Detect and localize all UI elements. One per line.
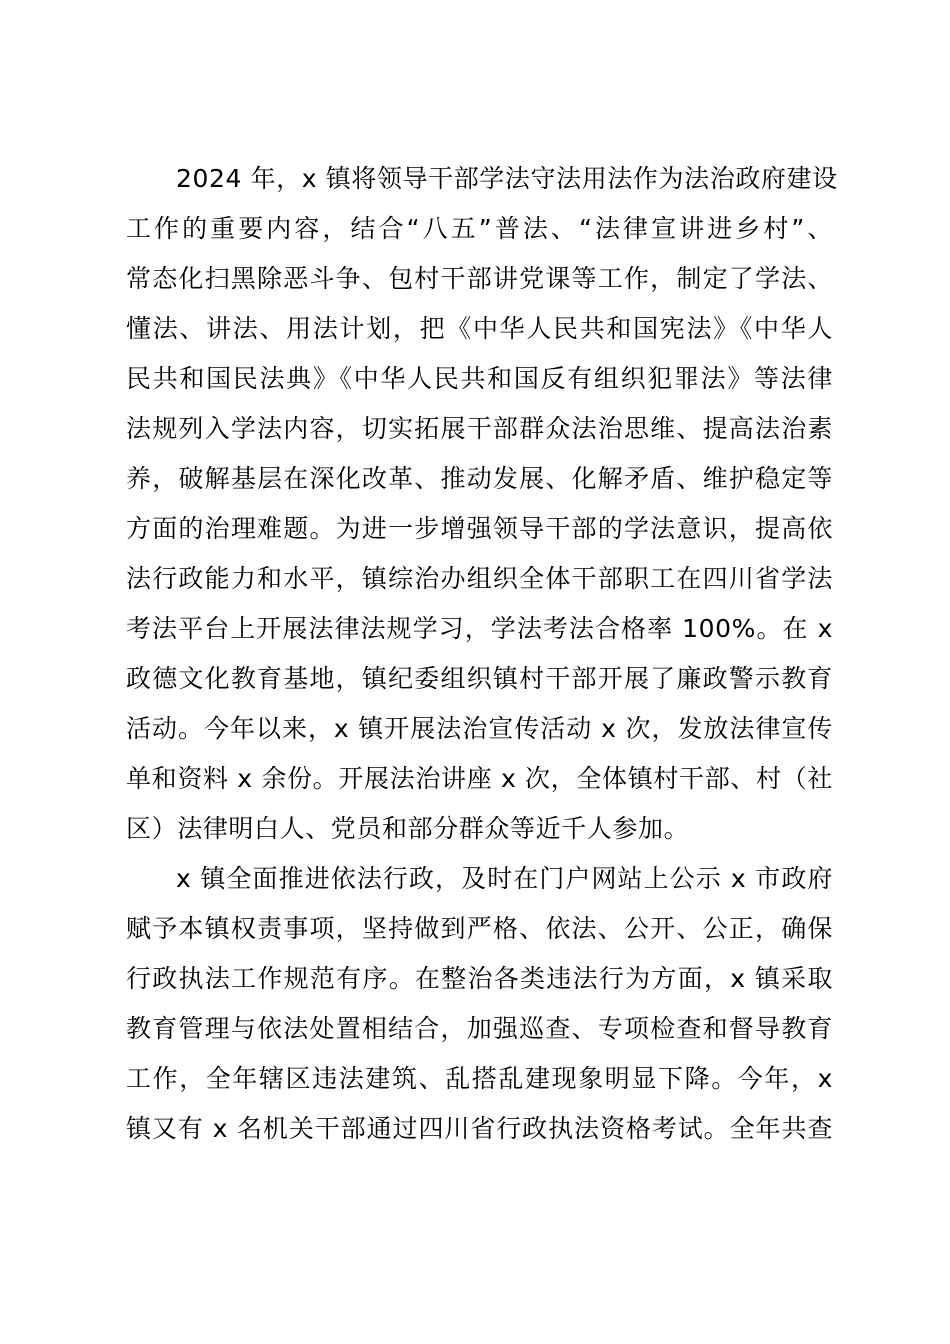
- text-line: 法规列入学法内容，切实拓展干部群众法治思维、提高法治素: [126, 414, 833, 443]
- text-line: 考法平台上开展法律法规学习，学法考法合格率 100%。在 x: [126, 614, 833, 643]
- text-line: 工作，全年辖区违法建筑、乱搭乱建现象明显下降。今年，x: [126, 1064, 833, 1093]
- text-line: 教育管理与依法处置相结合，加强巡查、专项检查和督导教育: [126, 1014, 833, 1043]
- text-line: 活动。今年以来，x 镇开展法治宣传活动 x 次，发放法律宣传: [126, 714, 833, 743]
- text-line: 懂法、讲法、用法计划，把《中华人民共和国宪法》《中华人: [126, 314, 833, 343]
- text-line: 镇又有 x 名机关干部通过四川省行政执法资格考试。全年共查: [126, 1114, 833, 1143]
- text-line: 民共和国民法典》《中华人民共和国反有组织犯罪法》等法律: [126, 364, 833, 393]
- text-line: 方面的治理难题。为进一步增强领导干部的学法意识，提高依: [126, 514, 833, 543]
- paragraph-2: [126, 854, 833, 1154]
- text-line: 养，破解基层在深化改革、推动发展、化解矛盾、维护稳定等: [126, 464, 833, 493]
- text-line: 常态化扫黑除恶斗争、包村干部讲党课等工作，制定了学法、: [126, 264, 833, 293]
- text-line: 2024 年，x 镇将领导干部学法守法用法作为法治政府建设: [176, 164, 838, 193]
- text-line: 赋予本镇权责事项，坚持做到严格、依法、公开、公正，确保: [126, 914, 833, 943]
- text-line: 单和资料 x 余份。开展法治讲座 x 次，全体镇村干部、村（社: [126, 764, 833, 793]
- text-line: 法行政能力和水平，镇综治办组织全体干部职工在四川省学法: [126, 564, 833, 593]
- text-line: 行政执法工作规范有序。在整治各类违法行为方面，x 镇采取: [126, 964, 833, 993]
- paragraph-1: [126, 154, 838, 854]
- text-line: 区）法律明白人、党员和部分群众等近千人参加。: [126, 814, 690, 843]
- text-line: 工作的重要内容，结合“八五”普法、“法律宣讲进乡村”、: [126, 214, 833, 243]
- text-line: 政德文化教育基地，镇纪委组织镇村干部开展了廉政警示教育: [126, 664, 833, 693]
- document-body: [126, 154, 838, 1154]
- text-line: x 镇全面推进依法行政，及时在门户网站上公示 x 市政府: [176, 864, 833, 893]
